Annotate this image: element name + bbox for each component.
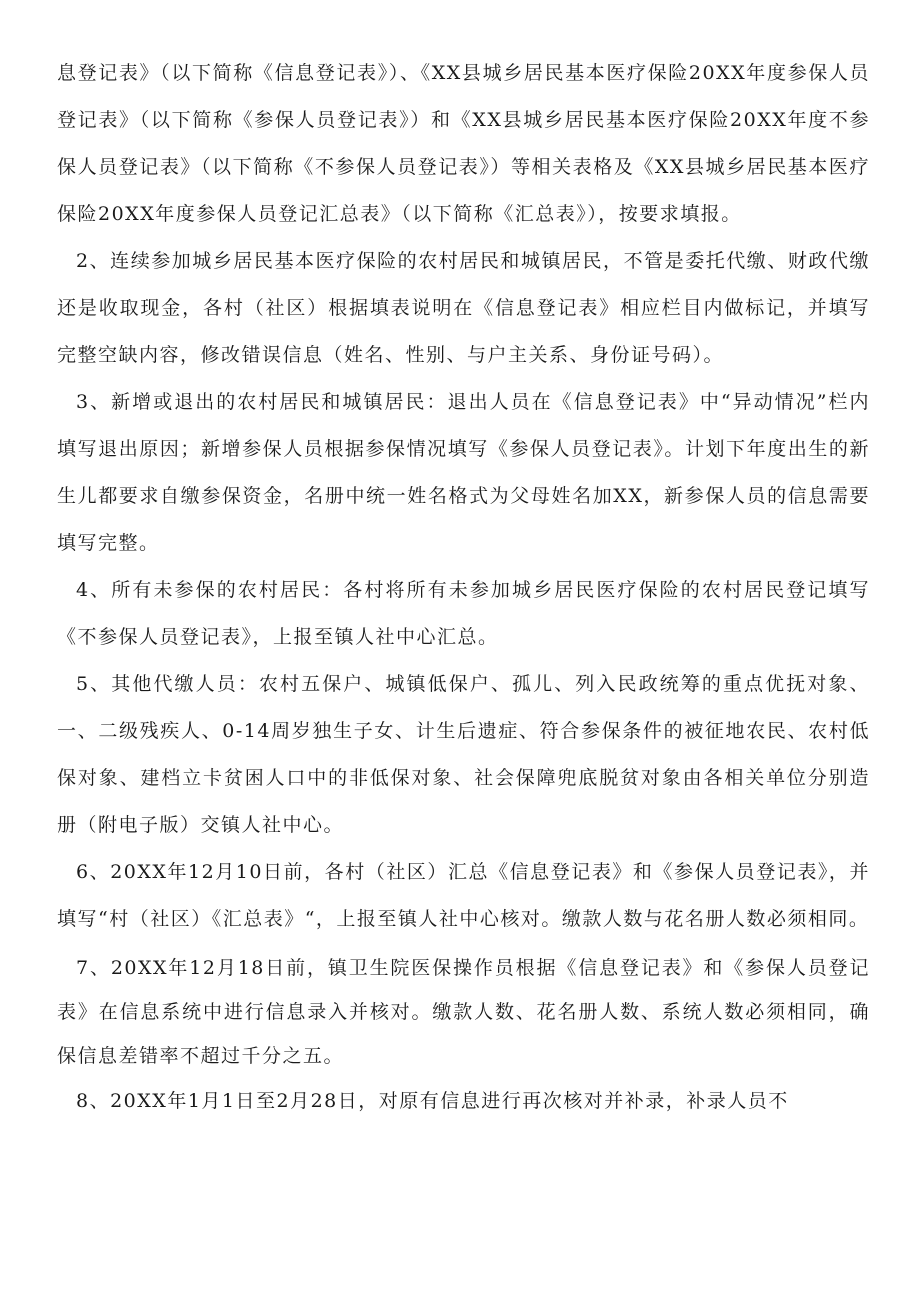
paragraph-item-3: 3、新增或退出的农村居民和城镇居民：退出人员在《信息登记表》中“异动情况”栏内填写退出原因；新增参保人员根据参保情况填写《参保人员登记表》。计划下年度出生的新生儿都要求自缴参保资金，名册中统一姓名格式为父母姓名加XX，新参保人员的信息需要填写完整。	[57, 391, 870, 554]
paragraph-item-7: 7、20XX年12月18日前，镇卫生院医保操作员根据《信息登记表》和《参保人员登记表》在信息系统中进行信息录入并核对。缴款人数、花名册人数、系统人数必须相同，确保信息差错率不超过千分之五。	[57, 957, 870, 1067]
paragraph-item-2: 2、连续参加城乡居民基本医疗保险的农村居民和城镇居民，不管是委托代缴、财政代缴还是收取现金，各村（社区）根据填表说明在《信息登记表》相应栏目内做标记，并填写完整空缺内容，修改错误信息（姓名、性别、与户主关系、身份证号码）。	[57, 250, 870, 366]
paragraph-item-5: 5、其他代缴人员：农村五保户、城镇低保户、孤儿、列入民政统筹的重点优抚对象、一、二级残疾人、0-14周岁独生子女、计生后遗症、符合参保条件的被征地农民、农村低保对象、建档立卡贫困人口中的非低保对象、社会保障兜底脱贫对象由各相关单位分别造册（附电子版）交镇人社中心。	[57, 673, 870, 836]
paragraph-continuation: 息登记表》（以下简称《信息登记表》）、《XX县城乡居民基本医疗保险20XX年度参保人员登记表》（以下简称《参保人员登记表》）和《XX县城乡居民基本医疗保险20XX年度不参保人员登记表》（以下简称《不参保人员登记表》）等相关表格及《XX县城乡居民基本医疗保险20XX年度参保人员登记汇总表》（以下简称《汇总表》），按要求填报。	[57, 62, 870, 225]
paragraph-item-6: 6、20XX年12月10日前，各村（社区）汇总《信息登记表》和《参保人员登记表》，并填写“村（社区）《汇总表》“，上报至镇人社中心核对。缴款人数与花名册人数必须相同。	[57, 861, 870, 930]
paragraph-item-8: 8、20XX年1月1日至2月28日，对原有信息进行再次核对并补录，补录人员不	[76, 1090, 789, 1112]
paragraph-item-4: 4、所有未参保的农村居民：各村将所有未参加城乡居民医疗保险的农村居民登记填写《不参保人员登记表》，上报至镇人社中心汇总。	[57, 579, 870, 648]
